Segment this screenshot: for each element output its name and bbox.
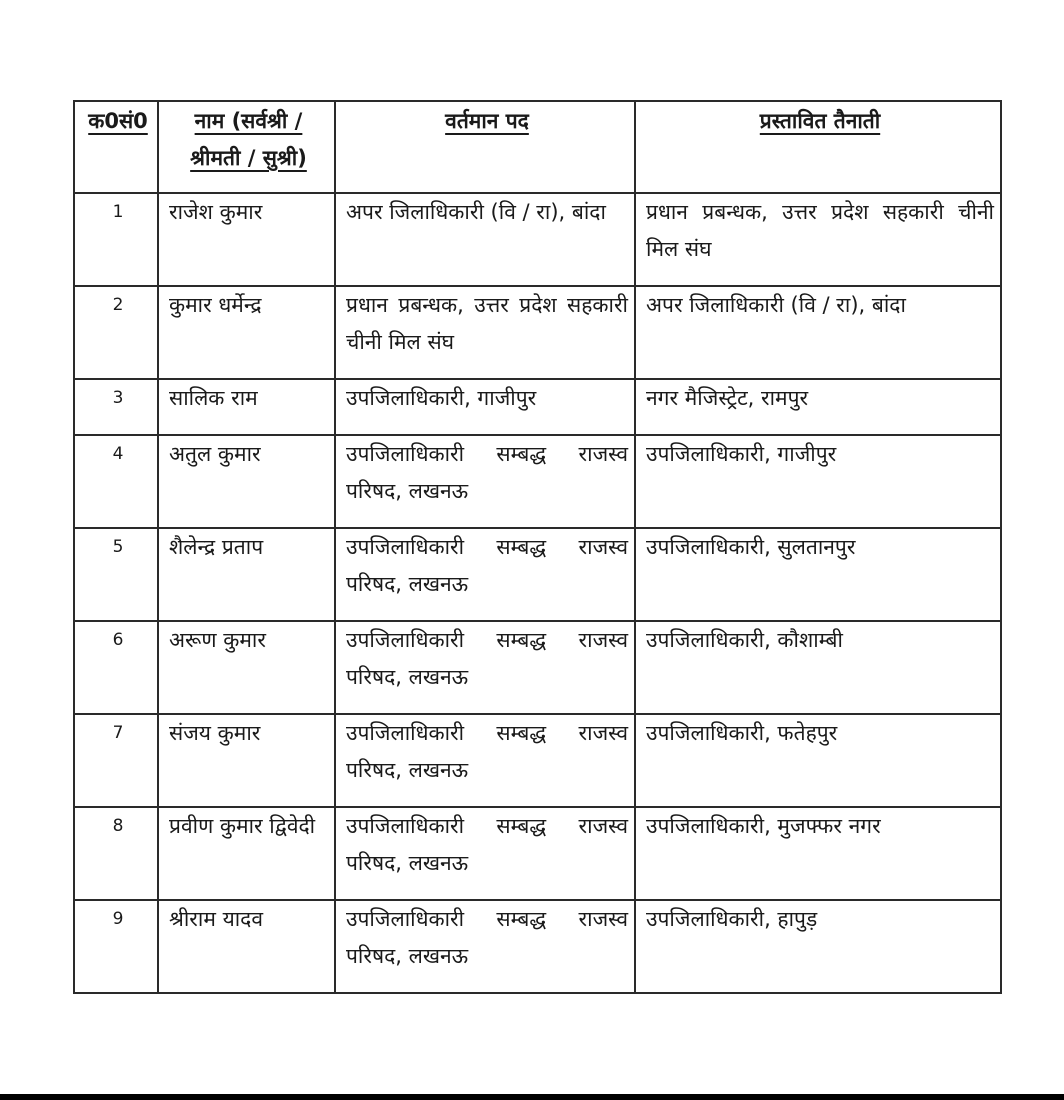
name-cell: श्रीराम यादव (158, 900, 335, 993)
serial-number-cell: 2 (74, 286, 158, 379)
current-post-cell: अपर जिलाधिकारी (वि / रा), बांदा (335, 193, 635, 286)
name-cell: सालिक राम (158, 379, 335, 435)
bottom-edge-bar (0, 1094, 1064, 1100)
header-name: नाम (सर्वश्री / श्रीमती / सुश्री) (158, 101, 335, 193)
current-post-cell: प्रधान प्रबन्धक, उत्तर प्रदेश सहकारी चीनी मिल संघ (335, 286, 635, 379)
serial-number-cell: 9 (74, 900, 158, 993)
proposed-posting-cell: उपजिलाधिकारी, सुलतानपुर (635, 528, 1001, 621)
proposed-posting-cell: उपजिलाधिकारी, गाजीपुर (635, 435, 1001, 528)
current-post-cell: उपजिलाधिकारी सम्बद्ध राजस्व परिषद, लखनऊ (335, 807, 635, 900)
table-header-row (74, 101, 1001, 193)
proposed-posting-cell: उपजिलाधिकारी, मुजफ्फर नगर (635, 807, 1001, 900)
name-cell: कुमार धर्मेन्द्र (158, 286, 335, 379)
table-row (74, 621, 1001, 714)
serial-number-cell: 1 (74, 193, 158, 286)
table-row (74, 379, 1001, 435)
proposed-posting-cell: उपजिलाधिकारी, कौशाम्बी (635, 621, 1001, 714)
table-row (74, 286, 1001, 379)
serial-number-cell: 5 (74, 528, 158, 621)
transfer-table (73, 100, 1002, 994)
table-row (74, 900, 1001, 993)
proposed-posting-cell: अपर जिलाधिकारी (वि / रा), बांदा (635, 286, 1001, 379)
header-proposed-posting: प्रस्तावित तैनाती (635, 101, 1001, 193)
current-post-cell: उपजिलाधिकारी सम्बद्ध राजस्व परिषद, लखनऊ (335, 900, 635, 993)
proposed-posting-cell: प्रधान प्रबन्धक, उत्तर प्रदेश सहकारी चीनी मिल संघ (635, 193, 1001, 286)
serial-number-cell: 3 (74, 379, 158, 435)
table-row (74, 807, 1001, 900)
name-cell: राजेश कुमार (158, 193, 335, 286)
serial-number-cell: 6 (74, 621, 158, 714)
table-row (74, 193, 1001, 286)
current-post-cell: उपजिलाधिकारी सम्बद्ध राजस्व परिषद, लखनऊ (335, 621, 635, 714)
current-post-cell: उपजिलाधिकारी सम्बद्ध राजस्व परिषद, लखनऊ (335, 714, 635, 807)
table-row (74, 435, 1001, 528)
header-current-post: वर्तमान पद (335, 101, 635, 193)
serial-number-cell: 7 (74, 714, 158, 807)
serial-number-cell: 8 (74, 807, 158, 900)
current-post-cell: उपजिलाधिकारी, गाजीपुर (335, 379, 635, 435)
table-row (74, 528, 1001, 621)
proposed-posting-cell: नगर मैजिस्ट्रेट, रामपुर (635, 379, 1001, 435)
name-cell: शैलेन्द्र प्रताप (158, 528, 335, 621)
serial-number-cell: 4 (74, 435, 158, 528)
name-cell: प्रवीण कुमार द्विवेदी (158, 807, 335, 900)
proposed-posting-cell: उपजिलाधिकारी, फतेहपुर (635, 714, 1001, 807)
proposed-posting-cell: उपजिलाधिकारी, हापुड़ (635, 900, 1001, 993)
header-serial-number: क0सं0 (74, 101, 158, 193)
name-cell: अरूण कुमार (158, 621, 335, 714)
current-post-cell: उपजिलाधिकारी सम्बद्ध राजस्व परिषद, लखनऊ (335, 528, 635, 621)
current-post-cell: उपजिलाधिकारी सम्बद्ध राजस्व परिषद, लखनऊ (335, 435, 635, 528)
name-cell: संजय कुमार (158, 714, 335, 807)
table-row (74, 714, 1001, 807)
name-cell: अतुल कुमार (158, 435, 335, 528)
